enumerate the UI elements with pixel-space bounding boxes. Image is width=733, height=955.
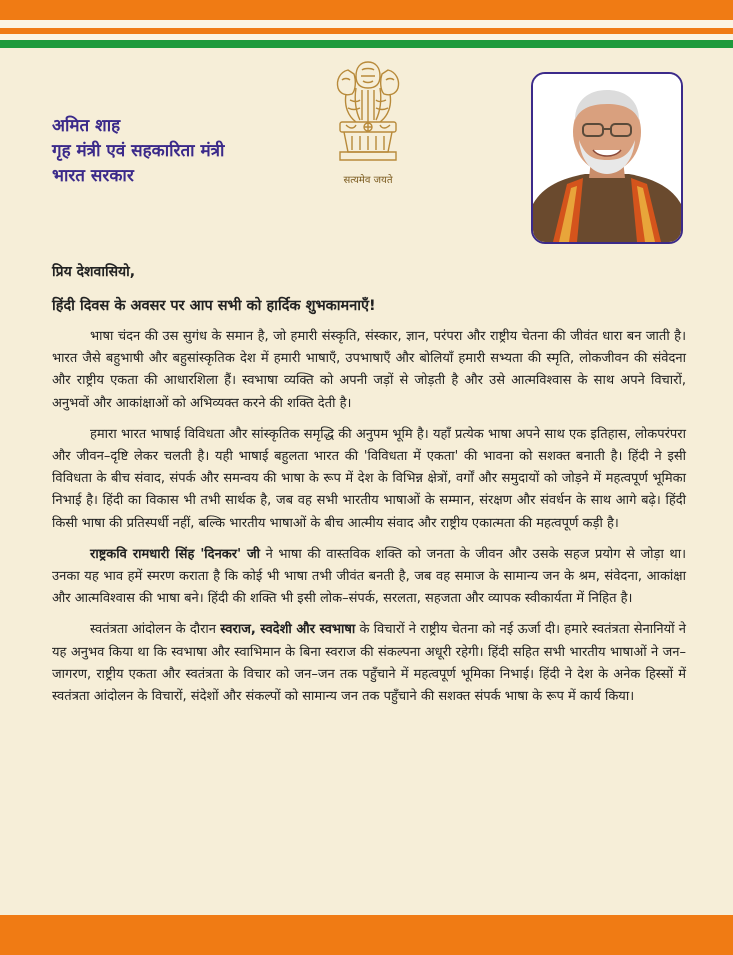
saffron-stripe: [0, 0, 733, 20]
paragraph-4-intro: स्वतंत्रता आंदोलन के दौरान: [90, 622, 221, 638]
green-stripe: [0, 40, 733, 48]
sender-designation: गृह मंत्री एवं सहकारिता मंत्री: [52, 141, 225, 161]
swaraj-phrase: स्वराज, स्वदेशी और स्वभाषा: [220, 622, 356, 638]
minister-portrait: [531, 72, 683, 244]
portrait-image: [533, 74, 681, 242]
sender-block: [52, 114, 224, 189]
paragraph-1: भाषा चंदन की उस सुगंध के समान है, जो हमारी संस्कृति, संस्कार, ज्ञान, परंपरा और राष्ट्रीय चेतना की जीवंत धारा बन जाती है। भारत जैसे बहुभाषी और बहुसांस्कृतिक देश में हमारी भाषाएँ, उपभाषाएँ और बोलियाँ हमारी सभ्यता की स्मृति, लोकजीवन की संवेदना और राष्ट्रीय एकता की आधारशिला हैं। स्वभाषा व्यक्ति को अपनी जड़ों से जोड़ती है और उसे आत्मविश्वास के साथ अपने विचारों, अनुभवों और आकांक्षाओं को अभिव्यक्त करने की शक्ति देती है।: [52, 329, 686, 411]
sender-organization: भारत सरकार: [52, 166, 134, 186]
paragraph-4: [52, 619, 686, 708]
emblem-motto: सत्यमेव जयते: [343, 175, 393, 186]
greeting-heading: हिंदी दिवस के अवसर पर आप सभी को हार्दिक शुभकामनाएँ!: [52, 298, 376, 314]
paragraph-3: [52, 544, 686, 611]
poet-name: राष्ट्रकवि रामधारी सिंह 'दिनकर' जी: [90, 546, 261, 562]
paragraph-2: हमारा भारत भाषाई विविधता और सांस्कृतिक समृद्धि की अनुपम भूमि है। यहाँ प्रत्येक भाषा अपने साथ एक इतिहास, लोकपरंपरा और जीवन–दृष्टि लेकर चलती है। यही भाषाई बहुलता भारत की 'विविधता में एकता' की भावना को सशक्त बनाती है। हिंदी ने इसी विविधता के बीच संवाद, संपर्क और समन्वय की भाषा के रूप में देश के विभिन्न क्षेत्रों, वर्गों और समुदायों को जोड़ने में महत्वपूर्ण भूमिका निभाई है। हिंदी का विकास भी तभी सार्थक है, जब वह सभी भारतीय भाषाओं के सम्मान, संरक्षण और संवर्धन के साथ आगे बढ़े। हिंदी किसी भाषा की प्रतिस्पर्धी नहीं, बल्कि भारतीय भाषाओं के बीच आत्मीय संवाद और राष्ट्रीय एकात्मता की महत्वपूर्ण कड़ी है।: [52, 426, 686, 531]
tricolor-header-stripes: [0, 0, 733, 50]
letter-body: [52, 262, 686, 717]
saffron-footer-bar: [0, 915, 733, 955]
paragraph-4-text: के विचारों ने राष्ट्रीय चेतना को नई ऊर्जा दी। हमारे स्वतंत्रता सेनानियों ने यह अनुभव किया था कि स्वभाषा और स्वाभिमान के बिना स्वराज की संकल्पना अधूरी रहेगी। हिंदी सहित सभी भारतीय भाषाओं ने जन–जागरण, राष्ट्रीय एकता और स्वतंत्रता के विचार को जन–जन तक पहुँचाने में महत्वपूर्ण भूमिका निभाई। हिंदी ने देश के अनेक हिस्सों में स्वतंत्रता आंदोलन के विचारों, संदेशों और संकल्पों को सामान्य जन तक पहुँचाने की सशक्त संपर्क भाषा के रूप में कार्य किया।: [52, 622, 686, 705]
salutation: प्रिय देशवासियो,: [52, 264, 136, 280]
paragraph-3-text: ने भाषा की वास्तविक शक्ति को जनता के जीवन और उसके सहज प्रयोग से जोड़ा था। उनका यह भाव हमें स्मरण कराता है कि कोई भी भाषा तभी जीवंत बनती है, जब वह समाज के सामान्य जन के श्रम, संवेदना, आकांक्षा और आत्मविश्वास की भाषा बने। हिंदी की शक्ति भी इसी लोक–संपर्क, सरलता, सहजता और व्यापक स्वीकार्यता में निहित है।: [52, 546, 687, 607]
sender-name: अमित शाह: [52, 116, 121, 136]
national-emblem-icon: [326, 56, 410, 191]
white-stripe: [0, 20, 733, 28]
